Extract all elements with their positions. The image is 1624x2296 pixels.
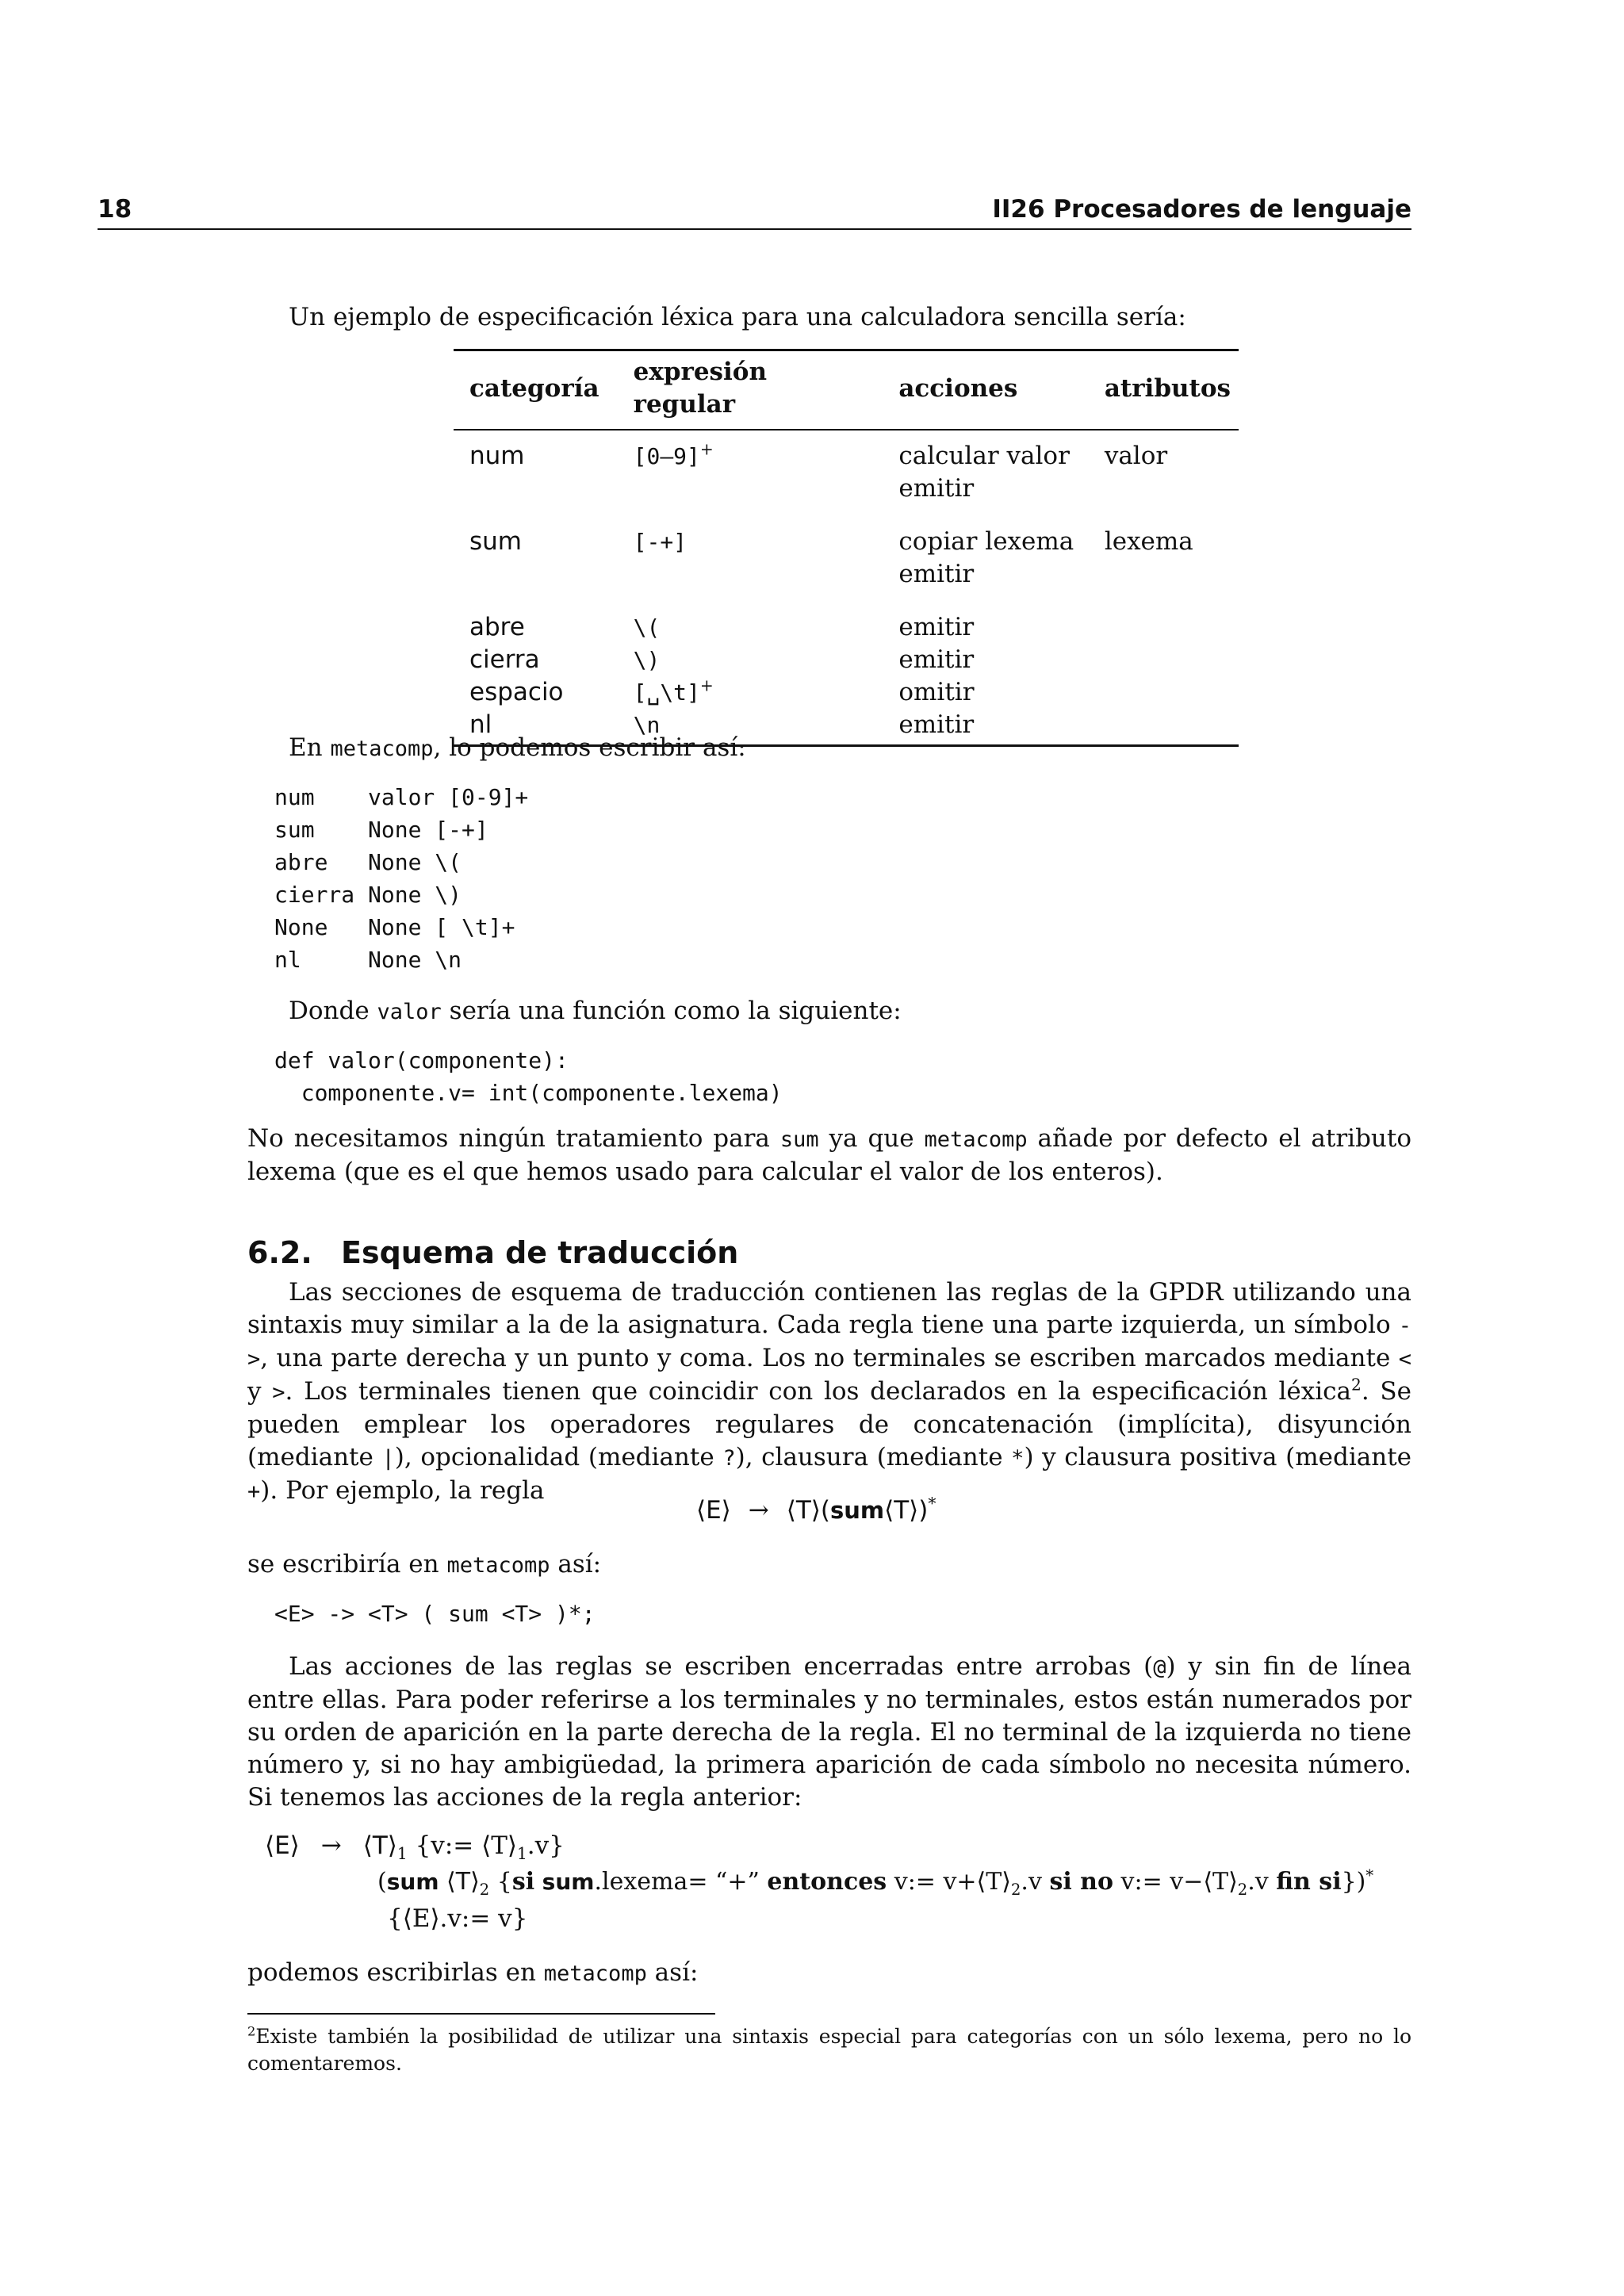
category-cell: espacio: [469, 678, 564, 706]
regex-cell: [␣\t]+: [633, 675, 714, 706]
running-header: [98, 193, 1411, 230]
closing-paragraph: podemos escribirlas en metacomp así:: [247, 1958, 699, 1987]
category-cell: sum: [469, 527, 522, 556]
section-number: 6.2.: [247, 1235, 312, 1270]
actions-cell: emitir: [898, 645, 975, 674]
actions-cell: calcular valor emitir: [898, 442, 1070, 503]
column-header-regex: expresión regular: [618, 350, 883, 430]
table-row: [454, 591, 1239, 644]
actions-cell: emitir: [898, 613, 975, 641]
actions-cell: copiar lexema emitir: [898, 527, 1074, 588]
footnote-text: Existe también la posibilidad de utilizar una sintaxis especial para categorías con un sólo lexema, pero no lo comentaremos.: [247, 2025, 1411, 2075]
metacomp-lexical-code: num valor [0-9]+ sum None [-+] abre None \( cierra None \) None None [ \t]+ nl None \n: [274, 784, 529, 973]
table-header-row: [454, 350, 1239, 430]
category-cell: abre: [469, 613, 525, 641]
regex-cell: [-+]: [633, 529, 688, 555]
column-header-actions: acciones: [883, 350, 1088, 430]
actions-paragraph: Las acciones de las reglas se escriben encerradas entre arrobas (@) y sin fin de línea entre ellas. Para poder referirse a los terminales y no terminales, estos están numerados por su orden de aparición en la parte derecha de la regla. El no terminal de la izquierda no tiene número y, si no hay ambigüedad, la primera aparición de cada símbolo no necesita número. Si tenemos las acciones de la regla anterior:: [247, 1652, 1412, 1812]
section-heading: [247, 1237, 738, 1269]
table-row: [454, 505, 1239, 591]
actions-cell: omitir: [898, 678, 975, 706]
column-header-category: categoría: [454, 350, 618, 430]
regex-cell: [0–9]+: [633, 439, 714, 469]
category-cell: nl: [454, 709, 618, 746]
running-title: II26 Procesadores de lenguaje: [992, 195, 1411, 224]
table-row: [454, 676, 1239, 709]
section-title: Esquema de traducción: [341, 1235, 739, 1270]
intro-paragraph: Un ejemplo de especificación léxica para una calculadora sencilla sería:: [289, 303, 1186, 331]
regex-cell: \(: [633, 614, 661, 641]
actions-display-line-3: {⟨E⟩.v:= v}: [387, 1904, 528, 1933]
actions-cell: emitir: [883, 709, 1088, 746]
metacomp-rule-code: <E> -> <T> ( sum <T> )*;: [274, 1601, 596, 1627]
lexical-spec-table: [454, 349, 1239, 747]
table-row: [454, 644, 1239, 676]
metacomp-intro: En metacomp, lo podemos escribir así:: [289, 733, 746, 762]
attribute-cell: [1089, 644, 1239, 676]
no-treatment-paragraph: No necesitamos ningún tratamiento para sum ya que metacomp añade por defecto el atributo lexema (que es el que hemos usado para calcular el valor de los enteros).: [247, 1124, 1412, 1186]
regex-cell: \): [633, 647, 661, 673]
regex-cell: \n: [618, 709, 883, 746]
actions-display-line-2: (sum $⟨T⟩_2$ {si sum.lexema= “+” entonces v:= $v+⟨T⟩_2.v$ si no v:= $v-⟨T⟩_2.v$ fin si})*: [377, 1866, 1374, 1899]
valor-function-code: def valor(componente): componente.v= int(componente.lexema): [274, 1047, 783, 1106]
category-cell: cierra: [469, 645, 540, 674]
footnote-ref: 2: [1351, 1375, 1362, 1395]
attribute-cell: valor: [1104, 442, 1168, 470]
attribute-cell: [1089, 591, 1239, 644]
attribute-cell: lexema: [1104, 527, 1193, 556]
footnote-mark: 2: [247, 2023, 256, 2039]
footnote-divider: [247, 2013, 715, 2015]
column-header-attributes: atributos: [1089, 350, 1239, 430]
table-row: [454, 430, 1239, 505]
category-cell: num: [469, 442, 525, 470]
grammar-rule-display: ⟨E⟩ → ⟨T⟩(sum⟨T⟩)*: [696, 1494, 936, 1525]
page-number: 18: [98, 195, 132, 224]
attribute-cell: [1089, 676, 1239, 709]
valor-intro: Donde valor sería una función como la siguiente:: [289, 997, 902, 1025]
translation-scheme-paragraph: Las secciones de esquema de traducción contienen las reglas de la GPDR utilizando una sintaxis muy similar a la de la asignatura. Cada regla tiene una parte izquierda, un símbolo ->, una parte derecha y un punto y coma. Los no terminales se escriben marcados mediante < y >. Los terminales tienen que coincidir con los declarados en la especificación léxica$^2$. Se pueden emplear los operadores regulares de concatenación (implícita), disyunción (mediante |), opcionalidad (mediante ?), clausura (mediante *) y clausura positiva (mediante +). Por ejemplo, la regla: [247, 1278, 1411, 1505]
footnote: [247, 2023, 1411, 2077]
actions-display-line-1: ⟨E⟩ → $⟨T⟩_1$ {v:= $⟨T⟩_1.v$}: [265, 1831, 565, 1864]
written-intro: se escribiría en metacomp así:: [247, 1550, 602, 1578]
